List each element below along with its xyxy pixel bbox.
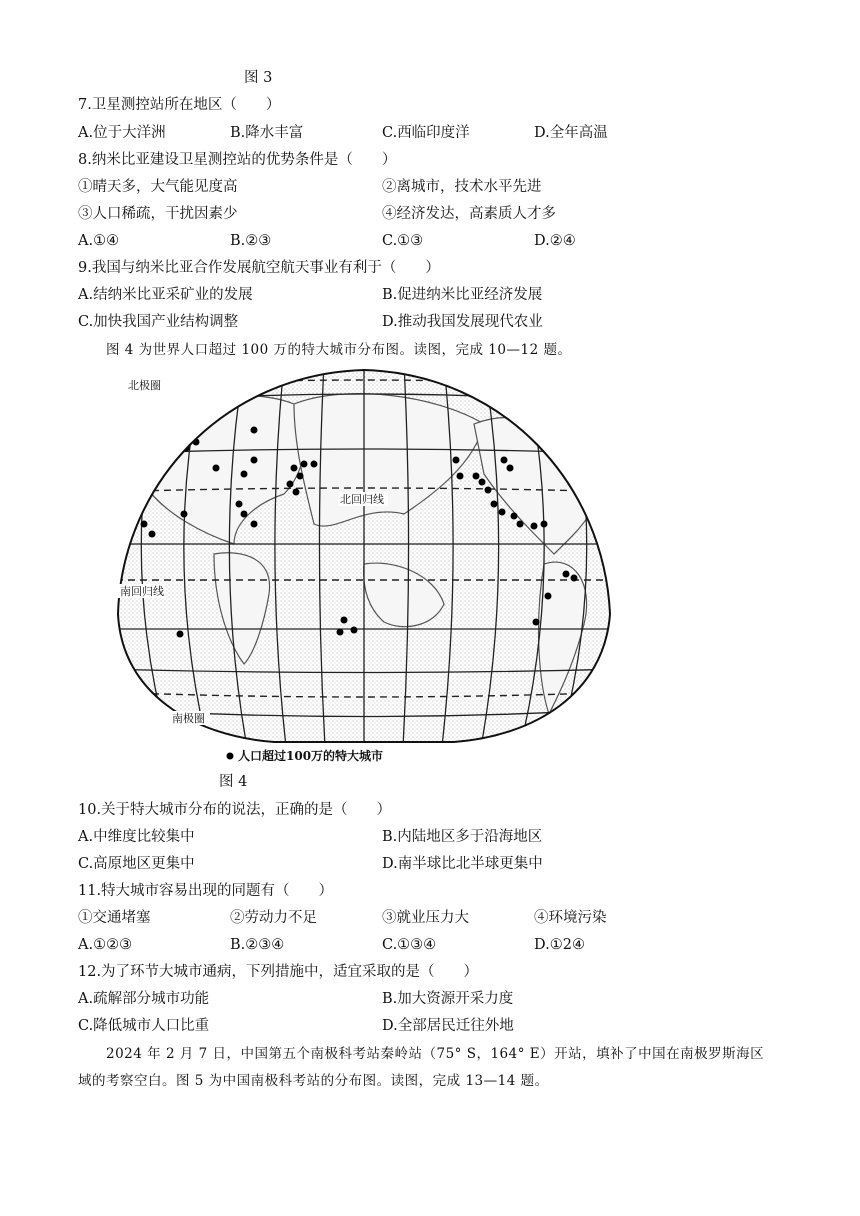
city-dot: [297, 473, 304, 480]
q8-option-c[interactable]: C.①③: [382, 233, 424, 249]
q7-option-a[interactable]: A.位于大洋洲: [78, 125, 166, 141]
q11-option-d[interactable]: D.①2④: [534, 937, 585, 953]
city-dot: [453, 457, 460, 464]
globe-body: [104, 364, 624, 764]
intro-questions-13-14-line-1: 2024 年 2 月 7 日，中国第五个南极科考站秦岭站（75° S，164° E）开站，填补了中国在南极罗斯海区: [106, 1046, 765, 1062]
q7-option-c[interactable]: C.西临印度洋: [382, 125, 470, 141]
city-dot: [199, 401, 206, 408]
q11-statement-2: ②劳动力不足: [230, 910, 317, 926]
label-north-polar-circle: 北极圈: [128, 379, 161, 392]
city-dot: [491, 501, 498, 508]
q11-statement-4: ④环境污染: [534, 910, 607, 926]
question-9-stem: 9.我国与纳米比亚合作发展航空航天事业有利于（ ）: [78, 260, 440, 276]
q8-option-d[interactable]: D.②④: [534, 233, 576, 249]
q9-option-d[interactable]: D.推动我国发展现代农业: [382, 314, 543, 330]
city-dot: [241, 471, 248, 478]
label-south-polar-circle: 南极圈: [172, 712, 205, 725]
q9-option-c[interactable]: C.加快我国产业结构调整: [78, 314, 239, 330]
q9-option-b[interactable]: B.促进纳米比亚经济发展: [382, 287, 543, 303]
question-8-stem: 8.纳米比亚建设卫星测控站的优势条件是（ ）: [78, 152, 397, 168]
q10-option-c[interactable]: C.高原地区更集中: [78, 856, 195, 872]
city-dot: [236, 501, 243, 508]
q10-option-d[interactable]: D.南半球比北半球更集中: [382, 856, 543, 872]
city-dot: [141, 521, 148, 528]
city-dot: [485, 487, 492, 494]
city-dot: [457, 473, 464, 480]
city-dot: [571, 575, 578, 582]
city-dot: [213, 465, 220, 472]
q8-option-a[interactable]: A.①④: [78, 233, 120, 249]
question-7-stem: 7.卫星测控站所在地区（ ）: [78, 97, 281, 113]
city-dot: [341, 617, 348, 624]
label-tropic-of-capricorn: 南回归线: [120, 585, 164, 598]
city-dot: [531, 523, 538, 530]
city-dot: [501, 457, 508, 464]
city-dot: [241, 511, 248, 518]
q10-option-b[interactable]: B.内陆地区多于沿海地区: [382, 829, 543, 845]
city-dot: [533, 619, 540, 626]
city-dot: [123, 501, 130, 508]
figure-3-caption: 图 3: [244, 70, 273, 86]
city-dot: [251, 427, 258, 434]
q12-option-b[interactable]: B.加大资源开采力度: [382, 991, 514, 1007]
legend-dot-icon: [227, 753, 234, 760]
city-dot: [541, 521, 548, 528]
city-dot: [287, 481, 294, 488]
q8-option-b[interactable]: B.②③: [230, 233, 272, 249]
q8-statement-2: ②离城市，技术水平先进: [382, 179, 542, 195]
city-dot: [293, 489, 300, 496]
q12-option-d[interactable]: D.全部居民迁往外地: [382, 1018, 514, 1034]
q7-option-b[interactable]: B.降水丰富: [230, 125, 304, 141]
city-dot: [179, 431, 186, 438]
q7-option-d[interactable]: D.全年高温: [534, 125, 608, 141]
label-tropic-of-cancer: 北回归线: [340, 493, 384, 506]
question-12-stem: 12.为了环节大城市通病，下列措施中，适宜采取的是（ ）: [78, 964, 479, 980]
city-dot: [545, 593, 552, 600]
q8-statement-1: ①晴天多，大气能见度高: [78, 179, 238, 195]
city-dot: [149, 531, 156, 538]
intro-questions-13-14-line-2: 域的考察空白。图 5 为中国南极科考站的分布图。读图，完成 13—14 题。: [78, 1073, 549, 1089]
city-dot: [479, 479, 486, 486]
city-dot: [351, 627, 358, 634]
q10-option-a[interactable]: A.中维度比较集中: [78, 829, 195, 845]
city-dot: [499, 509, 506, 516]
city-dot: [301, 461, 308, 468]
question-10-stem: 10.关于特大城市分布的说法，正确的是（ ）: [78, 802, 392, 818]
city-dot: [177, 631, 184, 638]
q9-option-a[interactable]: A.结纳米比亚采矿业的发展: [78, 287, 253, 303]
q11-option-b[interactable]: B.②③④: [230, 937, 285, 953]
city-dot: [189, 425, 196, 432]
city-dot: [563, 571, 570, 578]
city-dot: [181, 511, 188, 518]
question-11-stem: 11.特大城市容易出现的同题有（ ）: [78, 883, 334, 899]
city-dot: [177, 419, 184, 426]
q12-option-a[interactable]: A.疏解部分城市功能: [78, 991, 210, 1007]
city-dot: [291, 465, 298, 472]
q8-statement-3: ③人口稀疏，干扰因素少: [78, 206, 238, 222]
city-dot: [185, 413, 192, 420]
city-dot: [511, 513, 518, 520]
figure-4-caption: 图 4: [219, 774, 248, 790]
q11-option-a[interactable]: A.①②③: [78, 937, 133, 953]
map-legend-text: 人口超过100万的特大城市: [238, 749, 384, 763]
intro-questions-10-12: 图 4 为世界人口超过 100 万的特大城市分布图。读图，完成 10—12 题。: [106, 342, 572, 358]
city-dot: [517, 521, 524, 528]
q11-statement-3: ③就业压力大: [382, 910, 469, 926]
q12-option-c[interactable]: C.降低城市人口比重: [78, 1018, 210, 1034]
city-dot: [507, 465, 514, 472]
city-dot: [337, 629, 344, 636]
city-dot: [251, 457, 258, 464]
city-dot: [473, 473, 480, 480]
city-dot: [171, 406, 178, 413]
q11-option-c[interactable]: C.①③④: [382, 937, 437, 953]
q11-statement-1: ①交通堵塞: [78, 910, 151, 926]
world-megacity-map: [104, 364, 624, 764]
city-dot: [251, 521, 258, 528]
q8-statement-4: ④经济发达，高素质人才多: [382, 206, 556, 222]
city-dot: [311, 461, 318, 468]
